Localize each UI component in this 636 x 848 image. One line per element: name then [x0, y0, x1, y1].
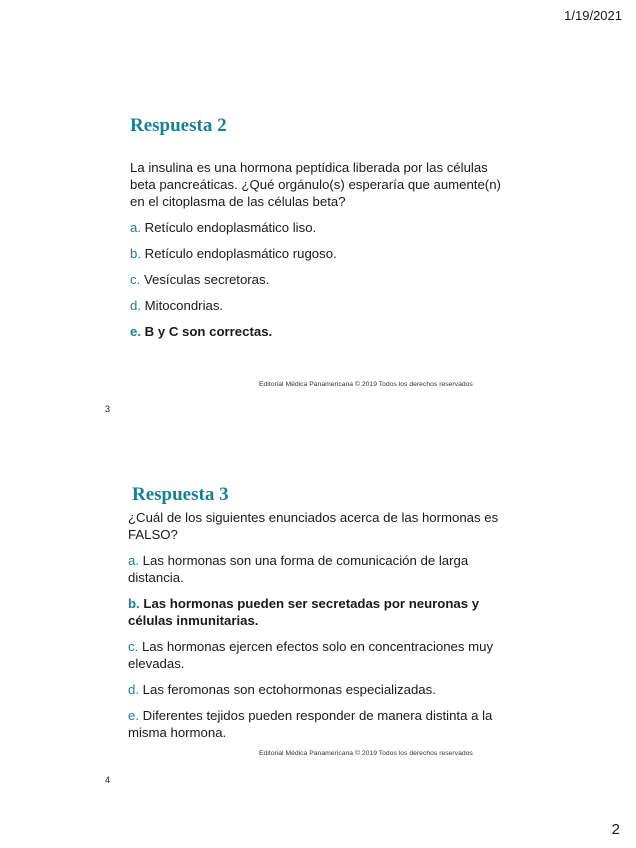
option-text: Las feromonas son ectohormonas especializadas.	[142, 682, 436, 697]
option-text: Diferentes tejidos pueden responder de manera distinta a la misma hormona.	[128, 708, 493, 740]
option-b-correct	[128, 595, 508, 629]
option-text: Mitocondrias.	[144, 298, 224, 313]
slide-title: Respuesta 3	[132, 484, 229, 505]
option-d	[128, 681, 508, 698]
option-letter: b.	[130, 246, 141, 261]
option-letter: d.	[130, 298, 141, 313]
copyright-footer: Editorial Médica Panamericana © 2019 Todos los derechos reservados	[259, 750, 473, 757]
option-d	[130, 297, 510, 314]
option-text: Las hormonas pueden ser secretadas por neuronas y células inmunitarias.	[128, 596, 480, 628]
option-letter: c.	[130, 272, 141, 287]
question-text: La insulina es una hormona peptídica liberada por las células beta pancreáticas. ¿Qué orgánulo(s) esperaría que aumente(n) en el citoplasma de las células beta?	[130, 160, 501, 209]
slide-respuesta-2	[130, 115, 510, 340]
option-letter: a.	[130, 220, 141, 235]
option-a	[130, 219, 510, 236]
option-c	[128, 638, 508, 672]
option-letter: b.	[128, 596, 140, 611]
option-letter: e.	[128, 708, 139, 723]
slide-number: 4	[105, 775, 111, 785]
option-text: Retículo endoplasmático rugoso.	[144, 246, 337, 261]
option-letter: e.	[130, 324, 141, 339]
page-number: 2	[611, 821, 620, 838]
slide-respuesta-3	[128, 484, 508, 741]
option-e	[128, 707, 508, 741]
option-b	[130, 245, 510, 262]
slide-title: Respuesta 2	[130, 115, 227, 136]
option-a	[128, 552, 508, 586]
option-letter: c.	[128, 639, 139, 654]
option-text: Las hormonas son una forma de comunicación de larga distancia.	[128, 553, 469, 585]
option-text: B y C son correctas.	[144, 324, 273, 339]
question-text: ¿Cuál de los siguientes enunciados acerca de las hormonas es FALSO?	[128, 510, 499, 542]
copyright-footer: Editorial Médica Panamericana © 2019 Todos los derechos reservados	[259, 381, 473, 388]
option-letter: a.	[128, 553, 139, 568]
option-text: Retículo endoplasmático liso.	[144, 220, 317, 235]
option-c	[130, 271, 510, 288]
option-text: Las hormonas ejercen efectos solo en concentraciones muy elevadas.	[128, 639, 494, 671]
option-text: Vesículas secretoras.	[143, 272, 270, 287]
option-e-correct	[130, 323, 510, 340]
print-date: 1/19/2021	[564, 8, 622, 23]
slide-number: 3	[105, 404, 111, 414]
option-letter: d.	[128, 682, 139, 697]
